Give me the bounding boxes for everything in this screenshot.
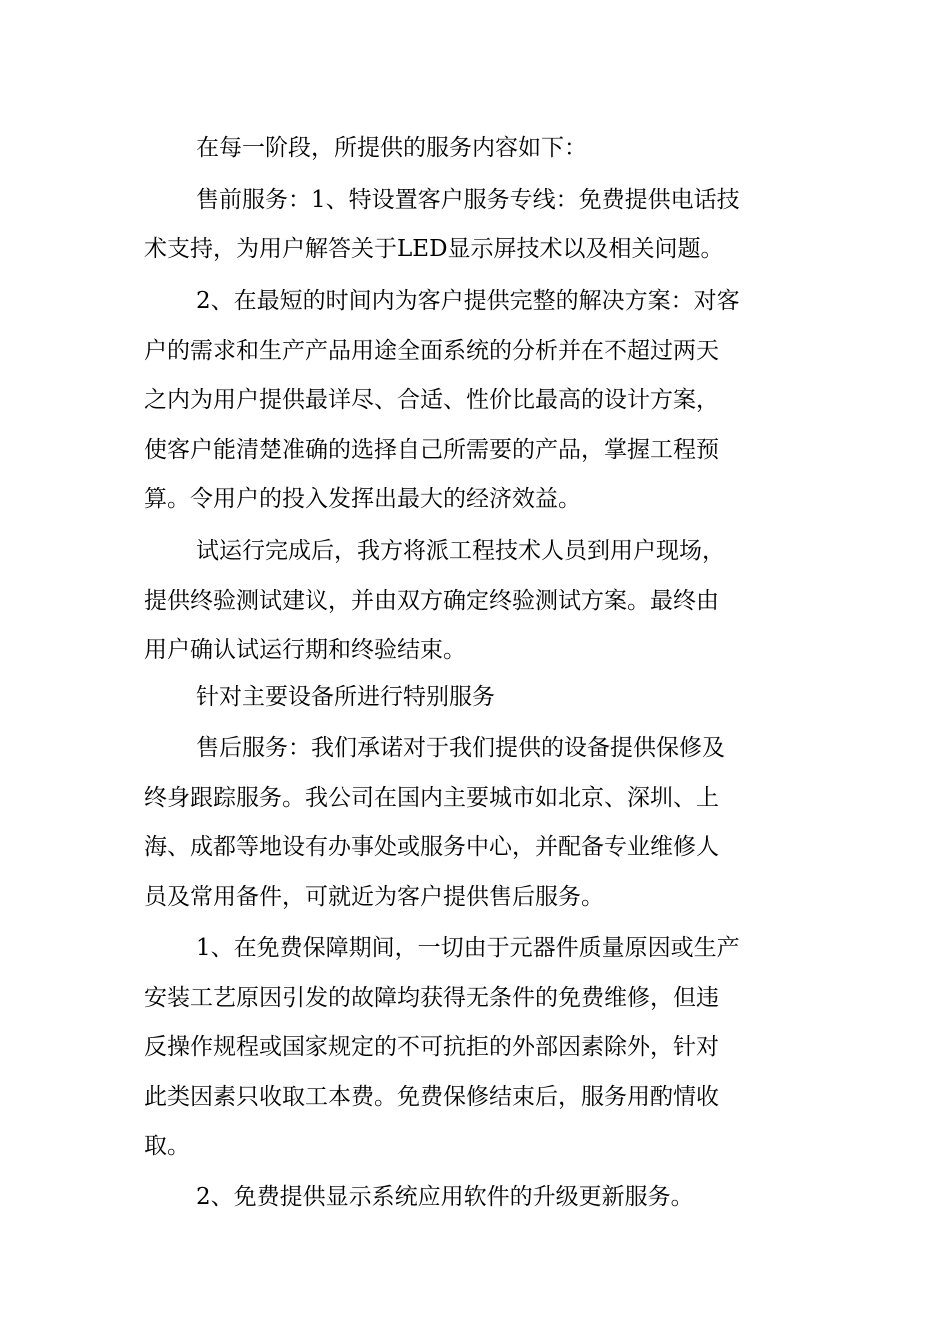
paragraph-4-line-1: 试运行完成后，我方将派工程技术人员到用户现场， xyxy=(196,538,725,564)
paragraph-8-line-1: 2、免费提供显示系统应用软件的升级更新服务。 xyxy=(196,1184,694,1210)
paragraph-7-line-2: 安装工艺原因引发的故障均获得无条件的免费维修，但违 xyxy=(144,985,719,1011)
paragraph-6-line-3: 海、成都等地设有办事处或服务中心，并配备专业维修人 xyxy=(144,834,719,860)
paragraph-3-line-4: 使客户能清楚准确的选择自己所需要的产品，掌握工程预 xyxy=(144,437,719,463)
paragraph-7-line-3: 反操作规程或国家规定的不可抗拒的外部因素除外，针对 xyxy=(144,1034,719,1060)
paragraph-5-line-1: 针对主要设备所进行特别服务 xyxy=(196,684,495,710)
paragraph-3-line-2: 户的需求和生产产品用途全面系统的分析并在不超过两天 xyxy=(144,338,719,364)
paragraph-1-line-1: 在每一阶段，所提供的服务内容如下： xyxy=(196,135,587,161)
paragraph-7-line-5: 取。 xyxy=(144,1133,190,1159)
paragraph-7-line-1: 1、在免费保障期间，一切由于元器件质量原因或生产 xyxy=(196,935,740,961)
paragraph-6-line-1: 售后服务：我们承诺对于我们提供的设备提供保修及 xyxy=(196,735,725,761)
paragraph-6-line-2: 终身跟踪服务。我公司在国内主要城市如北京、深圳、上 xyxy=(144,785,719,811)
paragraph-3-line-1: 2、在最短的时间内为客户提供完整的解决方案：对客 xyxy=(196,288,740,314)
paragraph-4-line-3: 用户确认试运行期和终验结束。 xyxy=(144,637,466,663)
paragraph-3-line-5: 算。令用户的投入发挥出最大的经济效益。 xyxy=(144,486,581,512)
paragraph-7-line-4: 此类因素只收取工本费。免费保修结束后，服务用酌情收 xyxy=(144,1084,719,1110)
paragraph-2-line-2: 术支持，为用户解答关于LED显示屏技术以及相关问题。 xyxy=(144,236,724,262)
paragraph-3-line-3: 之内为用户提供最详尽、合适、性价比最高的设计方案， xyxy=(144,387,719,413)
paragraph-2-line-1: 售前服务：1、特设置客户服务专线：免费提供电话技 xyxy=(196,187,740,213)
paragraph-6-line-4: 员及常用备件，可就近为客户提供售后服务。 xyxy=(144,884,604,910)
paragraph-4-line-2: 提供终验测试建议，并由双方确定终验测试方案。最终由 xyxy=(144,588,719,614)
